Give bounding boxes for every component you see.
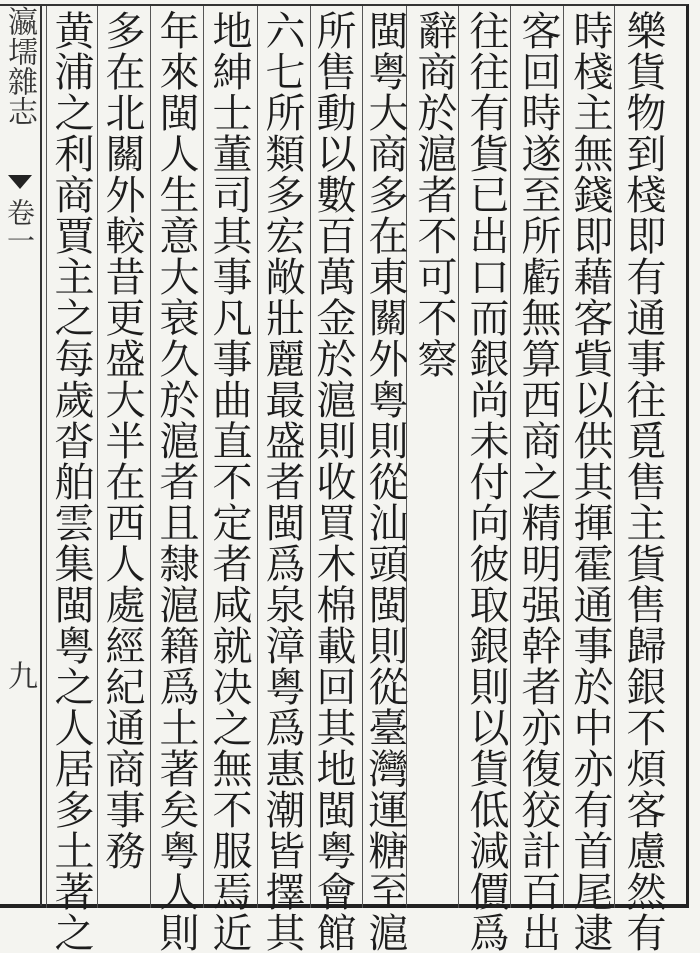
text-column: 六七所類多宏敞壯麗最盛者閩爲泉漳粤爲惠潮皆擇其 [259,10,305,953]
volume-label: 卷一 [3,198,36,254]
book-title: 瀛壖雜志 [2,6,37,126]
column-rule [46,6,47,908]
column-rule [150,6,151,908]
text-column: 往往有貨已出口而銀尚未付向彼取銀則以貨低減價爲 [463,10,509,953]
text-column: 地紳士董司其事凡事曲直不定者咸就决之無不服焉近 [206,10,252,953]
column-rule [563,6,564,908]
column-rule [458,6,459,908]
text-column: 年來閩人生意大衰久於滬者且隸滬籍爲土著矣粤人則 [153,10,199,953]
text-column: 黄浦之利商賈主之每歲沓舶雲集閩粤之人居多土著之 [48,10,94,953]
column-rule [257,6,258,908]
text-column: 樂貨物到棧即有通事往覓售主貨售歸銀不煩客慮然有 [620,10,666,953]
text-column: 時棧主無錢即藉客貲以供其揮霍通事於中亦有首尾逮 [567,10,613,953]
text-column: 所售動以數百萬金於滬則收買木棉載回其地閩粤會館 [310,10,356,953]
column-rule [614,6,615,908]
leaf-number: 九 [2,660,37,690]
fish-tail-mark [8,175,32,189]
column-rule [203,6,204,908]
column-rule [510,6,511,908]
column-rule [97,6,98,908]
text-column: 閩粤大商多在東關外粤則從汕頭閩則從臺灣運糖至滬 [362,10,408,953]
text-column: 辭商於滬者不可不察 [411,10,457,379]
margin-strip [0,6,42,906]
text-column: 客回時遂至所虧無算西商之精明强幹者亦復狡計百出 [515,10,561,953]
text-column: 多在北關外較昔更盛大半在西人處經紀通商事務 [99,10,145,871]
